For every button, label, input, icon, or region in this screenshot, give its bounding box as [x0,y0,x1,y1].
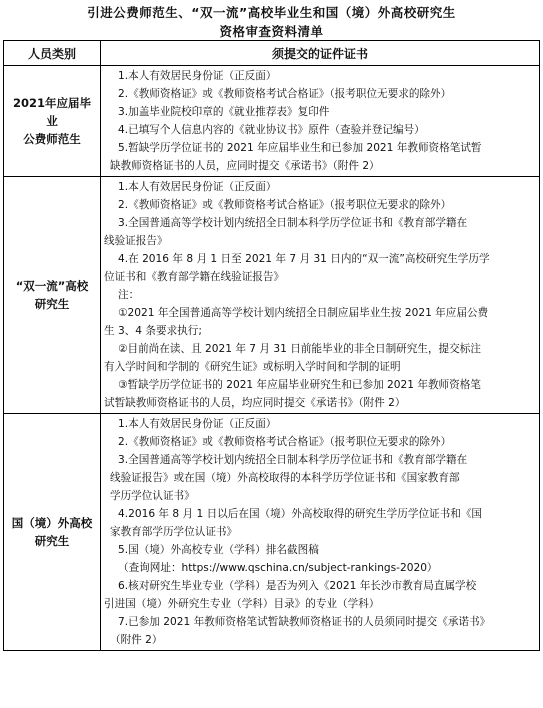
document-item: 2.《教师资格证》或《教师资格考试合格证》（报考职位无要求的除外） [118,88,452,100]
note-item-cont: 生 3、4 条要求执行; [104,325,202,337]
document-item: 1.本人有效居民身份证（正反面） [118,70,277,82]
document-item-cont: 缺教师资格证书的人员，应同时提交《承诺书》（附件 2） [110,160,380,172]
table-header-row [4,41,540,66]
category-line: 2021年应届毕业 [12,96,91,128]
document-item: 1.本人有效居民身份证（正反面） [118,181,277,193]
document-item: 5.国（境）外高校专业（学科）排名截图稿 [118,544,319,556]
row-category [4,66,101,177]
table-row [4,177,540,414]
document-title [3,0,540,40]
document-item: 3.全国普通高等学校计划内统招全日制本科学历学位证书和《教育部学籍在 [118,454,468,466]
category-line: “双一流”高校 [15,279,89,293]
header-category: 人员类别 [4,41,101,66]
document-item: 2.《教师资格证》或《教师资格考试合格证》（报考职位无要求的除外） [118,199,452,211]
title-line-1: 引进公费师范生、“双一流”高校毕业生和国（境）外高校研究生 [87,5,456,20]
category-line: 国（境）外高校 [11,516,93,530]
table-row [4,414,540,651]
document-item-cont: 线验证报告》或在国（境）外高校取得的本科学历学位证书和《国家教育部 [110,472,460,484]
row-documents [101,66,540,177]
requirements-table [3,40,540,651]
document-item-cont: 引进国（境）外研究生专业（学科）目录》的专业（学科） [104,598,380,610]
category-line: 研究生 [34,534,70,548]
document-item-cont: 位证书和《教育部学籍在线验证报告》 [104,271,285,283]
document-item: 7.已参加 2021 年教师资格笔试暂缺教师资格证书的人员须同时提交《承诺书》 [118,616,491,628]
document-item-cont: 家教育部学历学位认证书》 [110,526,238,538]
document-item: 6.核对研究生毕业专业（学科）是否为列入《2021 年长沙市教育局直属学校 [118,580,477,592]
document-item-cont: 线验证报告》 [104,235,168,247]
note-item-cont: 试暂缺教师资格证书的人员，均应同时提交《承诺书》（附件 2） [104,397,406,409]
note-item: ①2021 年全国普通高等学校计划内统招全日制应届毕业生按 2021 年应届公费 [118,307,489,319]
row-category [4,414,101,651]
query-url: （查询网址：https://www.qschina.cn/subject-rankings-2020） [118,562,438,574]
document-item: 3.加盖毕业院校印章的《就业推荐表》复印件 [118,106,330,118]
row-documents [101,177,540,414]
category-line: 公费师范生 [23,132,81,146]
document-item: 4.2016 年 8 月 1 日以后在国（境）外高校取得的研究生学历学位证书和《国 [118,508,483,520]
category-line: 研究生 [34,297,70,311]
note-item-cont: 有入学时间和学制的《研究生证》或标明入学时间和学制的证明 [104,361,401,373]
title-line-2: 资格审查资料清单 [219,24,324,39]
row-category [4,177,101,414]
note-item: ②目前尚在读、且 2021 年 7 月 31 日前能毕业的非全日制研究生，提交标注 [118,343,481,355]
document-item: 4.已填写个人信息内容的《就业协议书》原件（查验并登记编号） [118,124,425,136]
note-item: ③暂缺学历学位证书的 2021 年应届毕业研究生和已参加 2021 年教师资格笔 [118,379,481,391]
document-item: 1.本人有效居民身份证（正反面） [118,418,277,430]
row-documents [101,414,540,651]
document-item: 2.《教师资格证》或《教师资格考试合格证》（报考职位无要求的除外） [118,436,452,448]
document-item: 5.暂缺学历学位证书的 2021 年应届毕业生和已参加 2021 年教师资格笔试暂 [118,142,482,154]
table-row [4,66,540,177]
note-label: 注： [118,289,140,301]
document [3,0,540,651]
document-item: 4.在 2016 年 8 月 1 日至 2021 年 7 月 31 日内的“双一流”高校研究生学历学 [118,253,490,265]
document-item: 3.全国普通高等学校计划内统招全日制本科学历学位证书和《教育部学籍在 [118,217,468,229]
document-item-cont: 学历学位认证书》 [110,490,195,502]
document-item-cont: （附件 2） [110,634,163,646]
header-documents: 须提交的证件证书 [101,41,540,66]
